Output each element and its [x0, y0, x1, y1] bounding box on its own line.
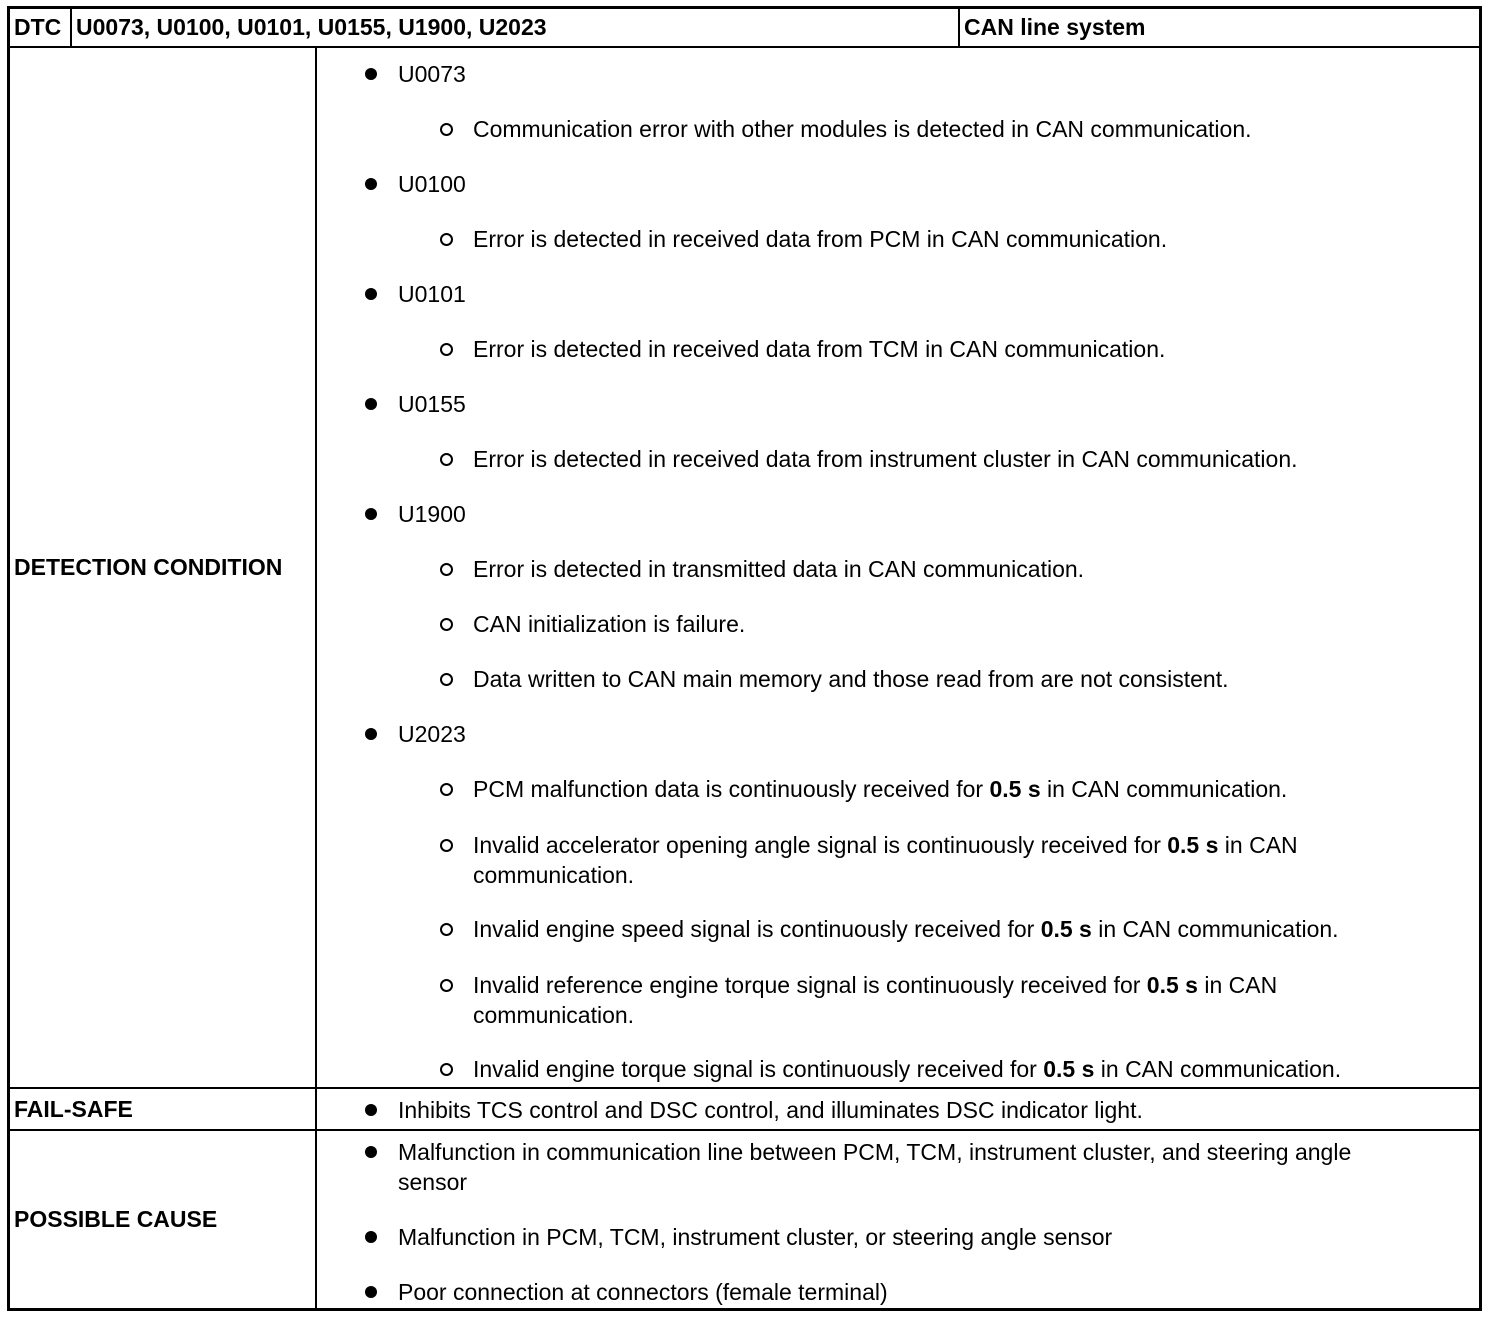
- circle-icon: [440, 1063, 453, 1076]
- time-value: 0.5 s: [1167, 832, 1219, 858]
- bullet-icon: [365, 1231, 377, 1243]
- circle-icon: [440, 979, 453, 992]
- detection-content: [317, 48, 1479, 1087]
- time-value: 0.5 s: [989, 776, 1041, 802]
- condition-text: CAN initialization is failure.: [473, 611, 746, 637]
- condition-text: [473, 774, 1287, 804]
- code-u1900: U1900: [398, 501, 466, 527]
- detection-row: [10, 48, 1479, 1089]
- bullet-icon: [365, 398, 377, 410]
- circle-icon: [440, 839, 453, 852]
- bullet-icon: [365, 1286, 377, 1298]
- text-segment: Invalid reference engine torque signal is continuously received for: [473, 972, 1147, 998]
- text-segment: Invalid accelerator opening angle signal is continuously received for: [473, 832, 1168, 858]
- detection-label: DETECTION CONDITION: [10, 48, 317, 1087]
- condition-text: Error is detected in transmitted data in CAN communication.: [473, 556, 1085, 582]
- condition-text: [473, 914, 1339, 944]
- circle-icon: [440, 618, 453, 631]
- code-u0100: U0100: [398, 171, 466, 197]
- dtc-system: CAN line system: [964, 14, 1146, 40]
- circle-icon: [440, 343, 453, 356]
- failsafe-text: Inhibits TCS control and DSC control, and illuminates DSC indicator light.: [398, 1097, 1143, 1123]
- dtc-table: [7, 6, 1482, 1311]
- cause-label: POSSIBLE CAUSE: [10, 1131, 317, 1308]
- dtc-label: DTC: [10, 9, 72, 46]
- bullet-icon: [365, 728, 377, 740]
- condition-text: [473, 830, 1298, 890]
- failsafe-content: [317, 1089, 1479, 1129]
- code-u2023: U2023: [398, 721, 466, 747]
- header-row: [10, 9, 1479, 48]
- bullet-icon: [365, 1146, 377, 1158]
- text-segment: in CAN communication.: [1094, 1056, 1342, 1082]
- time-value: 0.5 s: [1040, 916, 1092, 942]
- condition-text: Error is detected in received data from PCM in CAN communication.: [473, 226, 1168, 252]
- bullet-icon: [365, 508, 377, 520]
- circle-icon: [440, 923, 453, 936]
- text-segment: PCM malfunction data is continuously received for: [473, 776, 990, 802]
- bullet-icon: [365, 288, 377, 300]
- bullet-icon: [365, 68, 377, 80]
- cause-text: Poor connection at connectors (female terminal): [398, 1279, 888, 1305]
- circle-icon: [440, 233, 453, 246]
- text-segment: Invalid engine speed signal is continuously received for: [473, 916, 1041, 942]
- failsafe-row: [10, 1089, 1479, 1131]
- circle-icon: [440, 123, 453, 136]
- condition-text: Error is detected in received data from instrument cluster in CAN communication.: [473, 446, 1298, 472]
- text-segment: Invalid engine torque signal is continuously received for: [473, 1056, 1044, 1082]
- text-segment: communication.: [473, 862, 635, 888]
- cause-row: [10, 1131, 1479, 1308]
- bullet-icon: [365, 178, 377, 190]
- failsafe-label: FAIL-SAFE: [10, 1089, 317, 1129]
- cause-text: Malfunction in PCM, TCM, instrument cluster, or steering angle sensor: [398, 1224, 1113, 1250]
- code-u0101: U0101: [398, 281, 466, 307]
- text-segment: in CAN: [1218, 832, 1298, 858]
- circle-icon: [440, 453, 453, 466]
- text-segment: sensor: [398, 1169, 468, 1195]
- code-u0155: U0155: [398, 391, 466, 417]
- text-segment: Malfunction in communication line between PCM, TCM, instrument cluster, and steering angle: [398, 1139, 1352, 1165]
- cause-content: [317, 1131, 1479, 1308]
- time-value: 0.5 s: [1043, 1056, 1095, 1082]
- circle-icon: [440, 673, 453, 686]
- time-value: 0.5 s: [1146, 972, 1198, 998]
- cause-text: [398, 1137, 1351, 1197]
- bullet-icon: [365, 1104, 377, 1116]
- text-segment: in CAN communication.: [1091, 916, 1339, 942]
- code-u0073: U0073: [398, 61, 466, 87]
- text-segment: in CAN: [1197, 972, 1278, 998]
- condition-text: Error is detected in received data from TCM in CAN communication.: [473, 336, 1166, 362]
- text-segment: in CAN communication.: [1040, 776, 1288, 802]
- condition-text: Data written to CAN main memory and those read from are not consistent.: [473, 666, 1229, 692]
- circle-icon: [440, 783, 453, 796]
- condition-text: [473, 970, 1277, 1030]
- condition-text: [473, 1054, 1341, 1084]
- condition-text: Communication error with other modules is detected in CAN communication.: [473, 116, 1252, 142]
- dtc-codes: U0073, U0100, U0101, U0155, U1900, U2023: [72, 9, 960, 46]
- text-segment: communication.: [473, 1002, 635, 1028]
- circle-icon: [440, 563, 453, 576]
